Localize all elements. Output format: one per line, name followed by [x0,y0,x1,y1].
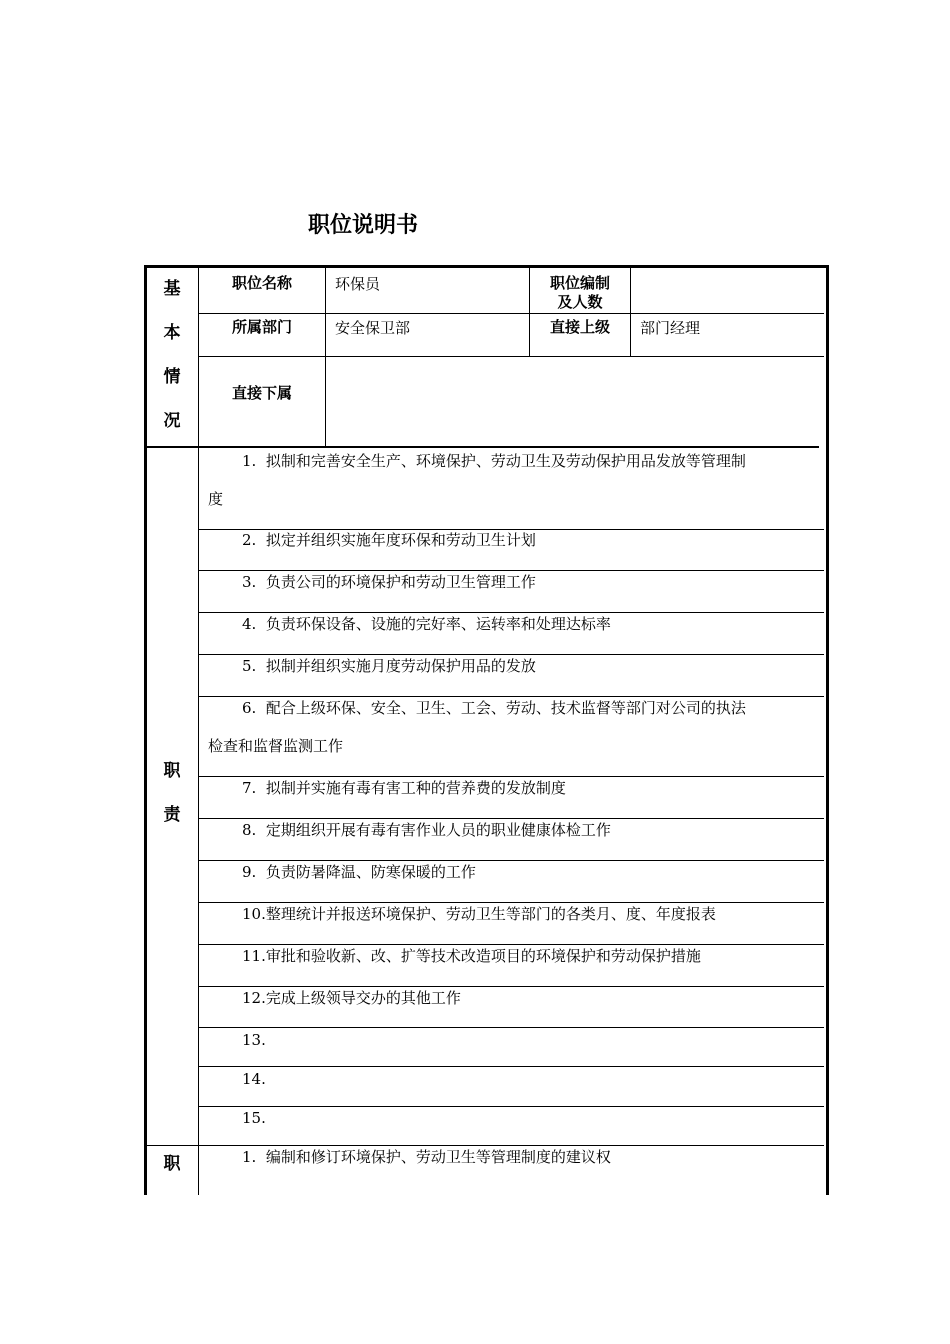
duty-number: 14. [242,1070,266,1088]
superior-value: 部门经理 [640,319,701,337]
basic-section-label-char: 情 [163,367,181,387]
duty-item-10 [208,895,820,933]
duty-number: 3. [242,573,257,591]
duty-text: 负责公司的环境保护和劳动卫生管理工作 [265,573,536,591]
duty-number: 1. [242,452,257,470]
duty-text: 定期组织开展有毒有害作业人员的职业健康体检工作 [265,821,611,839]
duty-item-1 [208,442,820,518]
duty-text-continued: 度 [208,490,224,508]
duty-text: 拟制并实施有毒有害工种的营养费的发放制度 [265,779,566,797]
duty-item-2 [208,521,820,559]
duty-text: 拟制和完善安全生产、环境保护、劳动卫生及劳动保护用品发放等管理制 [265,452,746,470]
document-title: 职位说明书 [308,213,419,238]
basic-section-label-char: 况 [163,411,181,431]
position-name-label: 职位名称 [231,274,292,292]
duty-number: 2. [242,531,257,549]
headcount-label-line2: 及人数 [557,293,603,311]
duty-text: 负责环保设备、设施的完好率、运转率和处理达标率 [265,615,611,633]
basic-section-label-char: 本 [163,323,181,343]
duty-number: 15. [242,1109,266,1127]
duty-item-13 [208,1021,820,1059]
basic-section-label-char: 基 [163,279,181,299]
duty-text-continued: 检查和监督监测工作 [208,737,344,755]
duties-section-label-char: 职 [163,761,181,781]
headcount-label-line1: 职位编制 [549,274,610,292]
duty-item-9 [208,853,820,891]
duty-text: 拟制并组织实施月度劳动保护用品的发放 [265,657,536,675]
duty-item-11 [208,937,820,975]
authority-text: 编制和修订环境保护、劳动卫生等管理制度的建议权 [265,1148,611,1166]
authority-section-label-char: 职 [163,1154,181,1174]
duty-number: 6. [242,699,257,717]
duty-number: 10. [242,905,266,923]
duty-item-5 [208,647,820,685]
department-label: 所属部门 [231,318,292,336]
headcount-label [530,274,630,312]
duty-number: 13. [242,1031,266,1049]
duty-item-15 [208,1099,820,1137]
duties-section-label-char: 责 [163,805,181,825]
duty-text: 审批和验收新、改、扩等技术改造项目的环境保护和劳动保护措施 [265,947,701,965]
authority-item-1 [208,1138,820,1176]
duty-item-12 [208,979,820,1017]
duty-number: 12. [242,989,266,1007]
duty-item-8 [208,811,820,849]
duty-item-4 [208,605,820,643]
duty-item-7 [208,769,820,807]
duty-number: 9. [242,863,257,881]
subordinate-label: 直接下属 [231,384,292,402]
position-name-value: 环保员 [335,275,381,293]
basic-row-line-1 [198,313,824,314]
duty-item-3 [208,563,820,601]
duty-text: 配合上级环保、安全、卫生、工会、劳动、技术监督等部门对公司的执法 [265,699,746,717]
duty-text: 负责防暑降温、防寒保暖的工作 [265,863,476,881]
duty-text: 整理统计并报送环境保护、劳动卫生等部门的各类月、度、年度报表 [265,905,716,923]
duty-item-6 [208,689,820,765]
duty-number: 11. [242,947,266,965]
department-value: 安全保卫部 [335,319,411,337]
duty-item-14 [208,1060,820,1098]
duty-number: 7. [242,779,257,797]
duty-number: 4. [242,615,257,633]
duty-number: 5. [242,657,257,675]
superior-label: 直接上级 [549,318,610,336]
duty-text: 完成上级领导交办的其他工作 [265,989,461,1007]
basic-col-divider-3 [630,268,631,356]
basic-row-line-2 [198,356,824,357]
basic-col-divider-1 [325,268,326,446]
duty-number: 8. [242,821,257,839]
duty-text: 拟定并组织实施年度环保和劳动卫生计划 [265,531,536,549]
authority-number: 1. [242,1148,257,1166]
